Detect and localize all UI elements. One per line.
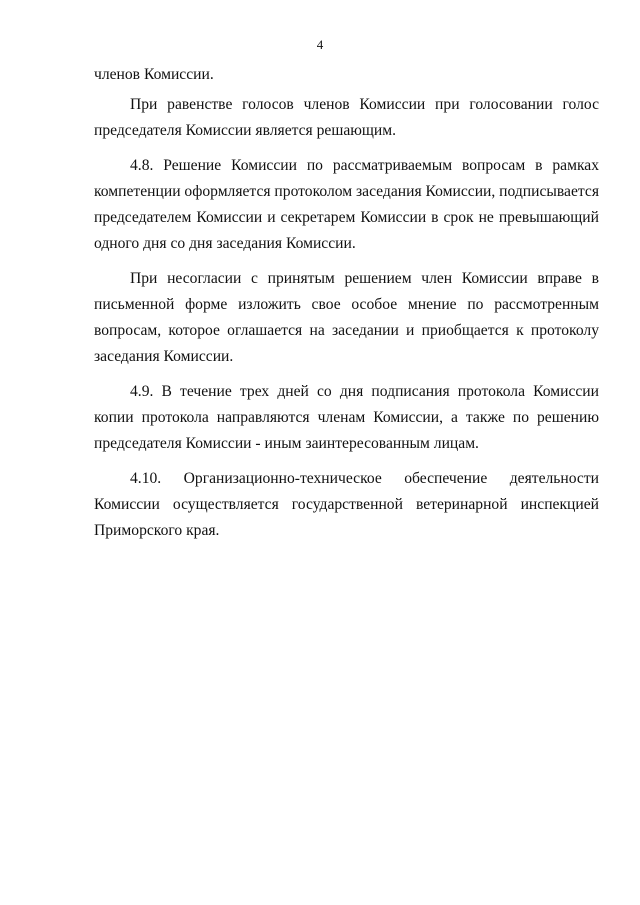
document-body	[94, 62, 599, 544]
page-number: 4	[316, 37, 324, 52]
paragraph-4-10: 4.10. Организационно-техническое обеспечение деятельности Комиссии осуществляется государственной ветеринарной инспекцией Приморского края.	[94, 470, 599, 539]
paragraph-tie-vote: При равенстве голосов членов Комиссии при голосовании голос председателя Комиссии является решающим.	[94, 96, 599, 139]
paragraph-dissent: При несогласии с принятым решением член Комиссии вправе в письменной форме изложить свое особое мнение по рассмотренным вопросам, которое оглашается на заседании и приобщается к протоколу заседания Комиссии.	[94, 270, 599, 365]
paragraph-4-8: 4.8. Решение Комиссии по рассматриваемым вопросам в рамках компетенции оформляется протоколом заседания Комиссии, подписывается председателем Комиссии и секретарем Комиссии в срок не превышающий одного дня со дня заседания Комиссии.	[94, 157, 599, 252]
paragraph-4-9: 4.9. В течение трех дней со дня подписания протокола Комиссии копии протокола направляются членам Комиссии, а также по решению председателя Комиссии - иным заинтересованным лицам.	[94, 383, 599, 452]
paragraph-continuation: членов Комиссии.	[94, 66, 214, 83]
